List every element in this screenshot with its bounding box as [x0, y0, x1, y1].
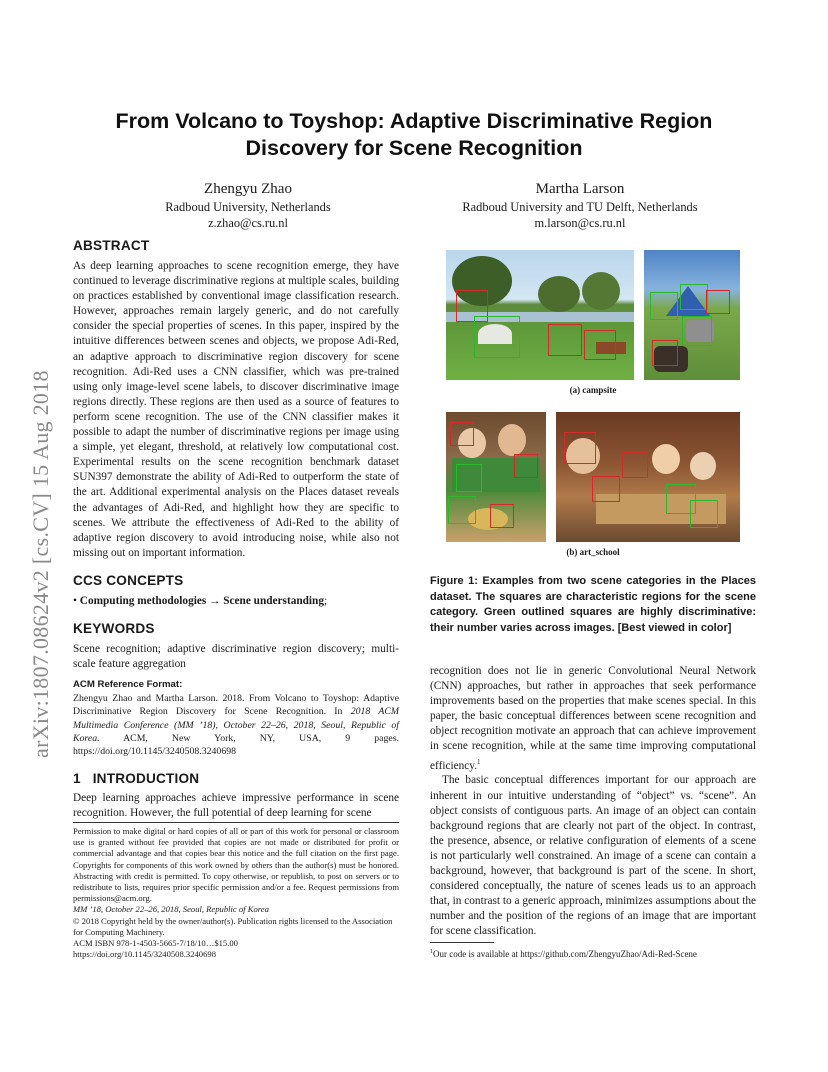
ccs-trailing: ; [324, 594, 328, 607]
acm-ref-text-a: Zhengyu Zhao and Martha Larson. 2018. From Volcano to Toyshop: Adaptive Discriminative Region Discovery for Scene Recognition. In [73, 693, 399, 718]
author-block-2 [430, 180, 730, 231]
author-email[interactable]: m.larson@cs.ru.nl [534, 216, 626, 230]
ccs-arrow: → [209, 594, 221, 607]
footnote [430, 942, 756, 960]
keywords-heading: KEYWORDS [73, 620, 155, 636]
footnote-mark: 1 [430, 949, 433, 955]
figure-caption: Figure 1: Examples from two scene categories in the Places dataset. The squares are characteristic regions for the scene category. Green outlined squares are highly discriminative: their number varies across images. [Best viewed in color] [430, 575, 756, 634]
campsite-photo-1 [446, 250, 634, 380]
author-name: Zhengyu Zhao [204, 181, 292, 197]
rights-text: © 2018 Copyright held by the owner/author(s). Publication rights licensed to the Association for Computing Machinery. [73, 915, 393, 937]
intro-col2-p1-text: recognition does not lie in generic Convolutional Neural Network (CNN) approaches, but rather in approaches that seek performance improvements based on the properties that make scenes special. In this paper, the basic conceptual differences between scene recognition and object recognition motivate an approach that can achieve improvement in scene recognition, while at the same time improving computational efficiency. [430, 665, 756, 772]
author-affiliation: Radboud University and TU Delft, Netherlands [462, 200, 698, 214]
campsite-photo-2 [644, 250, 740, 380]
ccs-bullet: • [73, 594, 77, 607]
arxiv-identifier [19, 280, 59, 760]
author-block-1 [128, 180, 368, 231]
conference-info: MM ’18, October 22–26, 2018, Seoul, Republic of Korea [73, 904, 269, 915]
acm-ref-heading: ACM Reference Format: [73, 679, 183, 691]
left-column [73, 238, 399, 821]
ccs-concept: Computing methodologies [79, 594, 207, 607]
ccs-concepts [73, 594, 399, 609]
right-column [430, 664, 756, 939]
intro-col1-text: Deep learning approaches achieve impressive performance in scene recognition. However, the full potential of deep learning for scene [73, 792, 399, 820]
subcaption-a: (a) campsite [569, 385, 617, 395]
intro-col2-paragraph-1 [430, 664, 756, 773]
paper-title [90, 108, 738, 162]
author-email[interactable]: z.zhao@cs.ru.nl [208, 216, 288, 230]
author-affiliation: Radboud University, Netherlands [165, 200, 331, 214]
footnote-ref[interactable]: 1 [477, 757, 481, 766]
intro-col2-paragraph-2: The basic conceptual differences important for our approach are inherent in our intuitive understanding of “object” vs. “scene”. An object consists of contiguous parts. An image of an object can contain background regions that are clearly not part of the object. In contrast, the presence, absence, or relative configuration of elements of a scene is not particularly well constrained. An image of a scene can contain a background, however, that background is part of the scene. In short, considered conceptually, the nature of scenes leads us to an approach that, in contrast to a generic approach, minimizes assumptions about the number and the position of the regions of an image that are important for scene classification. [430, 774, 756, 938]
footnote-divider [430, 942, 494, 943]
acm-ref-text [73, 692, 399, 758]
art-school-photo-2 [556, 412, 740, 542]
footnote-text[interactable]: Our code is available at https://github.com/ZhengyuZhao/Adi-Red-Scene [433, 949, 697, 959]
acm-ref-venue: 2018 ACM Multimedia Conference (MM ’18), October 22–26, 2018, Seoul, Republic of Korea. [73, 706, 400, 744]
author-name: Martha Larson [535, 181, 625, 197]
isbn-text: ACM ISBN 978-1-4503-5665-7/18/10…$15.00 [73, 938, 238, 949]
title-line-2: Discovery for Scene Recognition [245, 136, 583, 160]
figure-1 [430, 246, 760, 636]
intro-number: 1 [73, 771, 81, 787]
subcaption-b: (b) art_school [566, 547, 620, 557]
acm-ref-text-b: ACM, New York, NY, USA, 9 pages. https://doi.org/10.1145/3240508.3240698 [73, 732, 399, 757]
copyright-block [73, 822, 399, 960]
ccs-subconcept: Scene understanding [223, 594, 324, 607]
footnote-text-line [430, 947, 756, 960]
abstract-heading: ABSTRACT [73, 238, 150, 253]
doi-link[interactable]: https://doi.org/10.1145/3240508.3240698 [73, 949, 216, 960]
ccs-heading: CCS CONCEPTS [73, 572, 184, 588]
permission-text: Permission to make digital or hard copies of all or part of this work for personal or classroom use is granted without fee provided that copies are not made or distributed for profit or commercial advantage and that copies bear this notice and the full citation on the first page. Copyrights for components of this work owned by others than the author(s) must be honored. Abstracting with credit is permitted. To copy otherwise, or republish, to post on servers or to redistribute to lists, requires prior specific permission and/or a fee. Request permissions from permissions@acm.org. [73, 826, 399, 904]
copyright-divider [73, 822, 399, 823]
abstract-text: As deep learning approaches to scene recognition emerge, they have continued to leverage discriminative regions at multiple scales, building on practices established by conventional image classification research. However, approaches remain largely generic, and do not carefully consider the special properties of scenes. In this paper, inspired by the intuitive differences between scenes and objects, we propose Adi-Red, an adaptive approach to discriminative region discovery for scene recognition. Adi-Red uses a CNN classifier, which was pre-trained using only image-level scene labels, to discover discriminative image regions directly. These regions are then used as a source of features to perform scene recognition. The use of the CNN classifier makes it possible to adapt the number of discriminative regions per image using a simple, yet elegant, threshold, at relatively low computational cost. Experimental results on the scene recognition benchmark dataset SUN397 demonstrate the ability of Adi-Red to outperform the state of the art. Additional experimental analysis on the Places dataset reveals the advantages of Adi-Red, and highlight how they are specific to scenes. We attribute the effectiveness of Adi-Red to the ability of adaptive region discovery to avoid introducing noise, while also not missing out on important information. [73, 260, 399, 559]
intro-title: INTRODUCTION [92, 771, 200, 787]
art-school-photo-1 [446, 412, 546, 542]
intro-heading [73, 771, 399, 786]
title-line-1: From Volcano to Toyshop: Adaptive Discriminative Region [115, 109, 713, 133]
arxiv-identifier-text: arXiv:1807.08624v2 [cs.CV] 15 Aug 2018 [28, 370, 53, 758]
keywords-text: Scene recognition; adaptive discriminative region discovery; multi-scale feature aggregation [73, 642, 399, 671]
